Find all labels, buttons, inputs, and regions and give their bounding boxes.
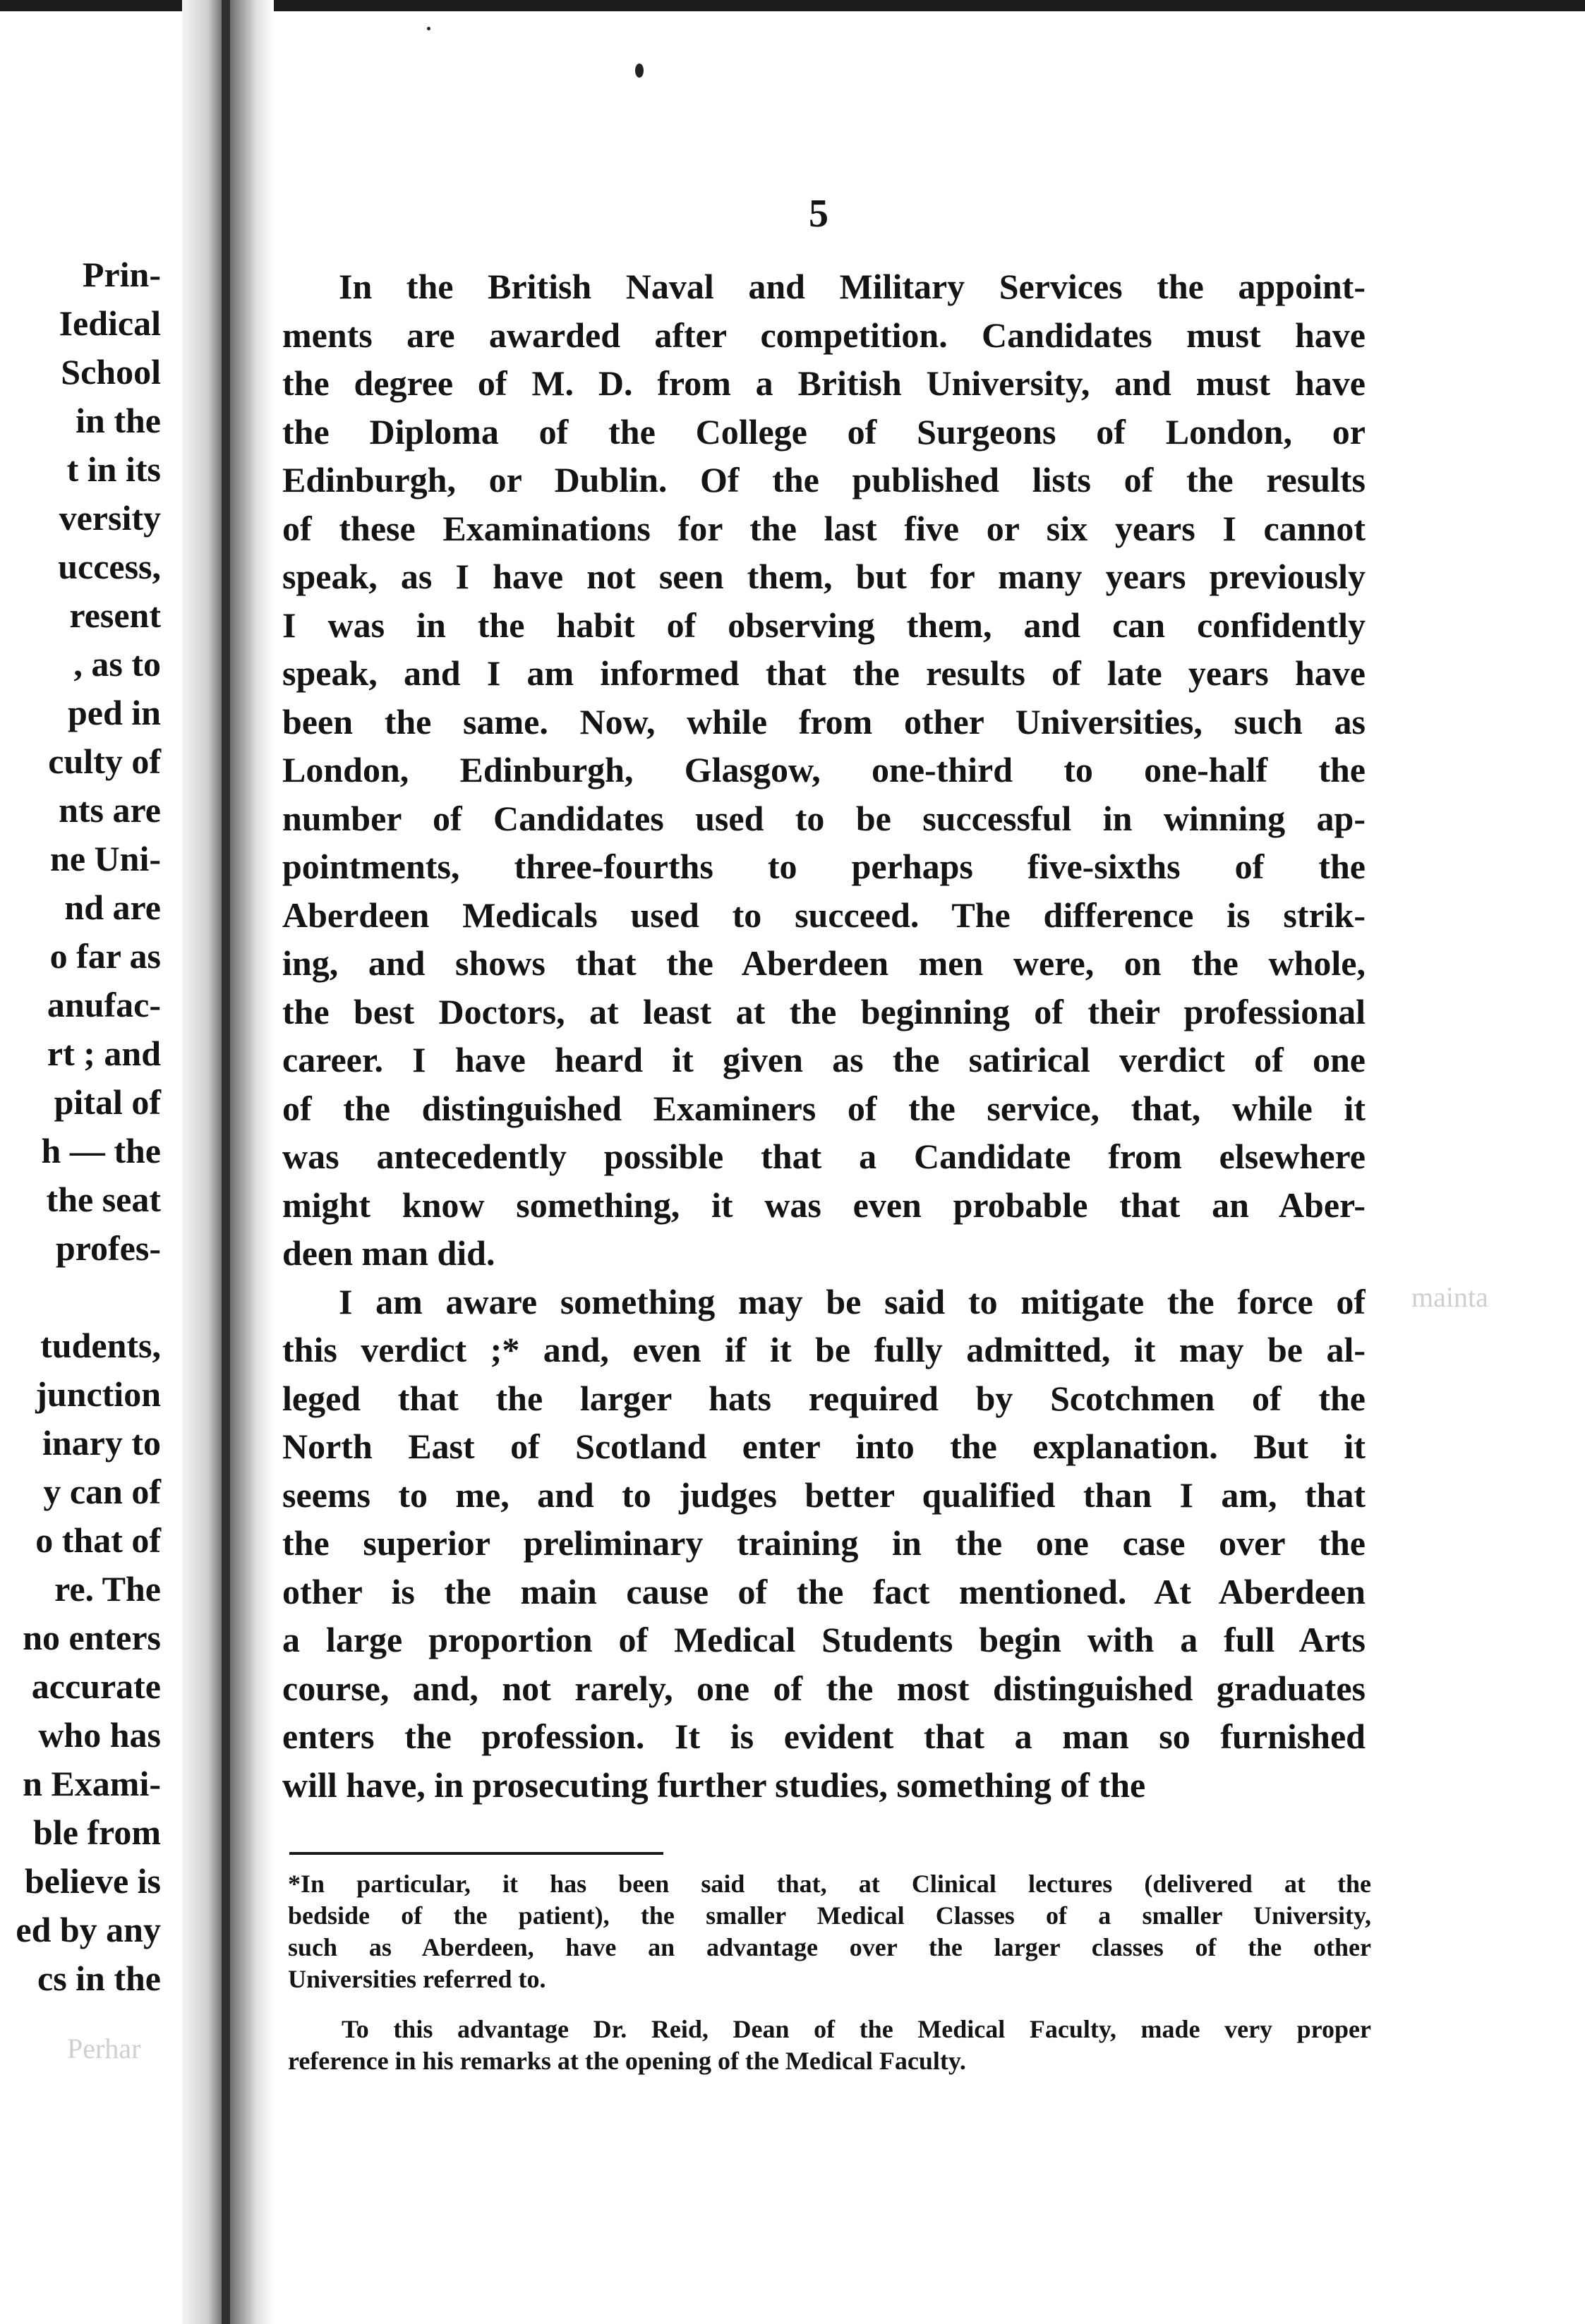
facing-page-line: the seat — [46, 1180, 161, 1219]
facing-page-line: who has — [38, 1715, 161, 1755]
facing-page-line: no enters — [23, 1618, 161, 1657]
facing-page-line: ne Uni- — [50, 839, 161, 878]
text-line: been the same. Now, while from other Universities, such as — [282, 701, 1366, 742]
page-number: 5 — [809, 192, 828, 236]
text-line: reference in his remarks at the opening of the Medical Faculty. — [288, 2047, 966, 2075]
facing-page-line: uccess, — [58, 547, 161, 586]
text-line: *In particular, it has been said that, at Clinical lectures (delivered at the — [288, 1870, 1371, 1898]
facing-page-line: ed by any — [16, 1910, 161, 1949]
text-line: Edinburgh, or Dublin. Of the published lists of the results — [282, 460, 1366, 500]
text-line: enters the profession. It is evident that a man so furnished — [282, 1717, 1366, 1756]
facing-page-fragments — [0, 250, 176, 2003]
text-line: bedside of the patient), the smaller Medical Classes of a smaller University, — [288, 1901, 1371, 1930]
facing-page-line: School — [61, 352, 161, 392]
text-line: London, Edinburgh, Glasgow, one-third to one-half the — [282, 750, 1366, 789]
ink-speck — [635, 63, 644, 78]
facing-page-line: tudents, — [40, 1326, 161, 1365]
text-line: career. I have heard it given as the satirical verdict of one — [282, 1040, 1366, 1079]
text-line: speak, and I am informed that the results of late years have — [282, 653, 1366, 693]
text-line: To this advantage Dr. Reid, Dean of the Medical Faculty, made very proper — [342, 2015, 1371, 2043]
text-line: such as Aberdeen, have an advantage over the larger classes of the other — [288, 1933, 1371, 1961]
facing-page-line: t in its — [66, 449, 161, 489]
text-line: pointments, three-fourths to perhaps five-sixths of the — [282, 847, 1366, 886]
facing-page-line: cs in the — [37, 1959, 161, 1998]
facing-page-line: nd are — [64, 888, 161, 927]
text-line: the superior preliminary training in the one case over the — [282, 1523, 1366, 1563]
paragraph-2 — [282, 1278, 1366, 1810]
text-line: In the British Naval and Military Services the appoint- — [339, 267, 1366, 306]
text-line: seems to me, and to judges better qualified than I am, that — [282, 1475, 1366, 1515]
facing-page-line: o far as — [49, 936, 161, 976]
footnote-1 — [288, 1868, 1371, 1995]
facing-page-line: ble from — [33, 1812, 161, 1852]
facing-page-line — [0, 1273, 176, 1321]
facing-page-line: Prin- — [82, 255, 161, 294]
text-line: ing, and shows that the Aberdeen men were, on the whole, — [282, 943, 1366, 983]
text-line: might know something, it was even probable that an Aber- — [282, 1185, 1366, 1225]
text-line: Aberdeen Medicals used to succeed. The difference is strik- — [282, 895, 1366, 935]
footnote-rule — [289, 1852, 663, 1855]
text-line: course, and, not rarely, one of the most distinguished graduates — [282, 1668, 1366, 1708]
show-through-fragment: mainta — [1411, 1281, 1488, 1313]
text-line: will have, in prosecuting further studies, something of the — [282, 1765, 1146, 1805]
text-line: Universities referred to. — [288, 1965, 546, 1993]
book-gutter-line — [222, 0, 230, 2324]
text-line: I am aware something may be said to mitigate the force of — [339, 1281, 1366, 1321]
footnote-gap — [288, 1995, 1371, 2014]
text-line: the best Doctors, at least at the beginning of their professional — [282, 991, 1366, 1031]
facing-page-line: culty of — [48, 742, 161, 781]
paragraph-1 — [282, 262, 1366, 1278]
text-line: of the distinguished Examiners of the service, that, while it — [282, 1088, 1366, 1128]
text-line: the degree of M. D. from a British University, and must have — [282, 363, 1366, 403]
text-line: of these Examinations for the last five or six years I cannot — [282, 508, 1366, 548]
facing-page-line: n Exami- — [23, 1764, 161, 1803]
ink-speck — [427, 27, 430, 30]
facing-page-line: accurate — [31, 1666, 161, 1706]
text-line: was antecedently possible that a Candidate from elsewhere — [282, 1137, 1366, 1176]
text-line: I was in the habit of observing them, and can confidently — [282, 605, 1366, 645]
footnotes — [288, 1868, 1371, 2077]
footnote-2 — [288, 2014, 1371, 2077]
facing-page-line: profes- — [55, 1228, 161, 1268]
facing-page-line: re. The — [54, 1569, 161, 1609]
text-line: leged that the larger hats required by Scotchmen of the — [282, 1378, 1366, 1418]
facing-page-line: o that of — [35, 1520, 161, 1560]
facing-page-line: , as to — [73, 644, 161, 684]
text-line: the Diploma of the College of Surgeons of London, or — [282, 411, 1366, 452]
facing-page-line: nts are — [59, 790, 161, 830]
text-line: this verdict ;* and, even if it be fully admitted, it may be al- — [282, 1330, 1366, 1369]
show-through-fragment: Perhar — [67, 2033, 141, 2064]
facing-page-line: rt ; and — [47, 1034, 161, 1073]
facing-page-line: in the — [76, 401, 161, 440]
text-line: other is the main cause of the fact mentioned. At Aberdeen — [282, 1571, 1366, 1611]
text-line: a large proportion of Medical Students begin with a full Arts — [282, 1620, 1366, 1659]
text-line: ments are awarded after competition. Candidates must have — [282, 315, 1366, 355]
facing-page-line: inary to — [42, 1423, 161, 1463]
facing-page-line: h — the — [41, 1131, 161, 1170]
facing-page-line: pital of — [54, 1082, 161, 1122]
text-line: North East of Scotland enter into the explanation. But it — [282, 1427, 1366, 1466]
facing-page-line: ped in — [67, 693, 161, 732]
text-line: speak, as I have not seen them, but for many years previously — [282, 557, 1366, 596]
facing-page-line: y can of — [43, 1472, 161, 1511]
facing-page-line: Iedical — [59, 303, 161, 343]
facing-page-line: anufac- — [47, 985, 161, 1024]
facing-page-line: versity — [59, 498, 161, 538]
text-line: number of Candidates used to be successful in winning ap- — [282, 798, 1366, 838]
facing-page-line: junction — [35, 1374, 161, 1414]
facing-page-line: resent — [69, 595, 161, 635]
text-line: deen man did. — [282, 1233, 495, 1273]
facing-page-line: believe is — [24, 1861, 161, 1901]
body-text — [282, 262, 1366, 1809]
